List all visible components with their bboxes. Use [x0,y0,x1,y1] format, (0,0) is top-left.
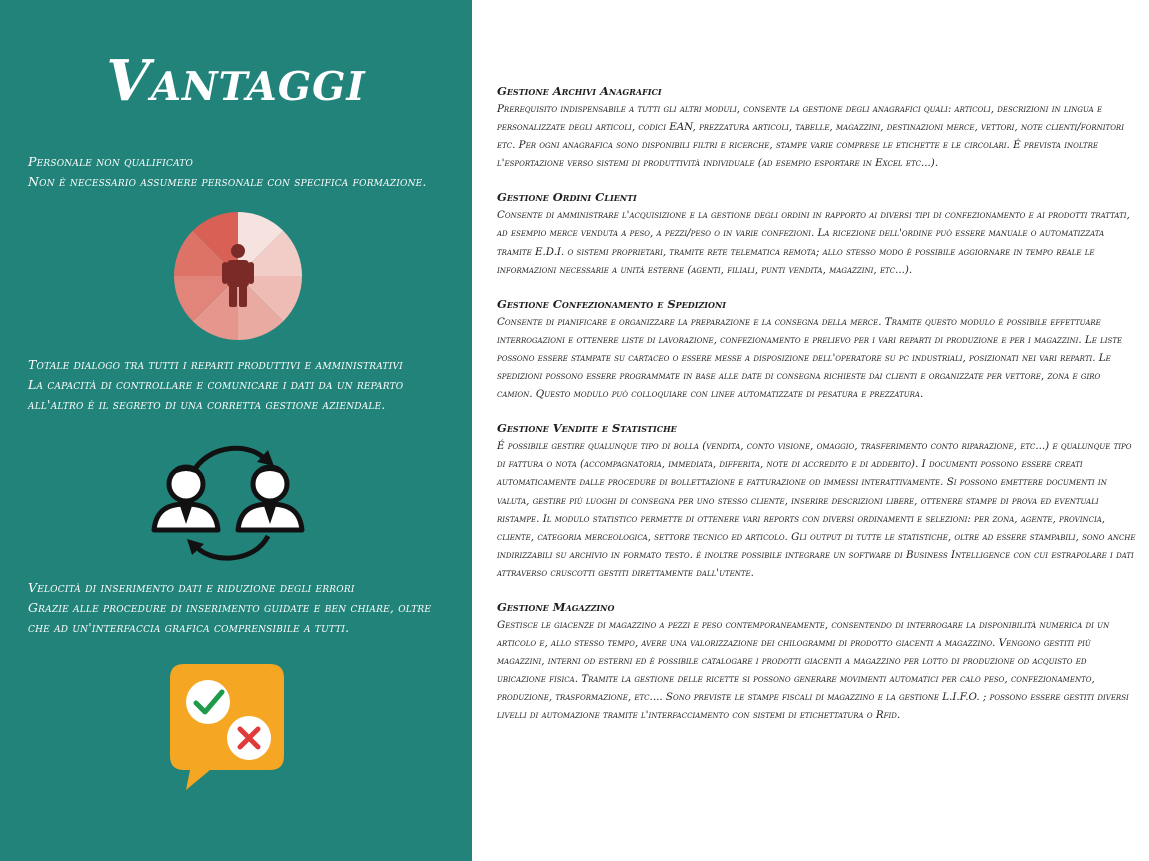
people-exchange-icon [150,440,310,565]
module-heading: Gestione Ordini Clienti [497,190,637,205]
module-heading: Gestione Confezionamento e Spedizioni [497,296,727,311]
advantage-block-3 [28,578,448,638]
pie-person-icon [172,210,304,342]
advantage-block-2 [28,355,448,415]
module-heading: Gestione Archivi Anagrafici [497,84,662,98]
advantage-text: Non è necessario assumere personale con specifica formazione. [28,174,427,189]
module-heading: Gestione Vendite e Statistiche [497,421,677,436]
module-section [497,295,1137,403]
module-section [497,598,1137,725]
modules-column [497,82,1137,741]
advantage-heading: Velocità di inserimento dati e riduzione degli errori [28,580,355,595]
module-description: Prerequisito indispensabile a tutti gli altri moduli, consente la gestione degli anagrafici quali: articoli, descrizioni in lingua e personalizzate degli articoli, codici EAN, prezzatura articoli, tabelle, magazzini, destinazioni merce, vettori, note clienti/fornitori etc. Per ogni anagrafica sono disponibili filtri e ricerche, stampe varie comprese le etichette e le circolari. É prevista inoltre l'esportazione verso sistemi di produttività individuale (ad esempio esportare in Excel etc...). [497,103,1124,170]
advantage-block-1 [28,152,448,192]
page-title: Vantaggi [106,48,366,114]
module-description: Gestisce le giacenze di magazzino a pezzi e peso contemporaneamente, consentendo di interrogare la disponibilità numerica di un articolo e, allo stesso tempo, avere una valorizzazione dei chilogrammi di prodotto giacenti a magazzino. Vengono gestiti più magazzini, interni od esterni ed è possibile catalogare i prodotti giacenti a magazzino per lotto di produzione od acquisto ed ubicazione fisica. Tramite la gestione delle ricette si possono generare movimenti automatici per calo peso, confezionamento, produzione, trasformazione, etc.... Sono previste le stampe fiscali di magazzino e la gestione L.I.F.O. ; possono essere gestiti diversi livelli di automazione tramite l'interfacciamento con sistemi di etichettatura o Rfid. [497,618,1129,722]
module-section [497,419,1137,582]
module-description: Consente di amministrare l'acquisizione e la gestione degli ordini in rapporto ai diversi tipi di confezionamento e ai prodotti trattati, ad esempio merce venduta a peso, a pezzi/peso o in varie confezioni. La ricezione dell'ordine può essere manuale o automatizzata tramite E.D.I. o sistemi proprietari, tramite rete telematica remota; allo stesso modo è possibile aggiornare in tempo reale le informazioni necessarie a unità esterne (agenti, filiali, punti vendita, magazzini, etc...). [497,209,1130,276]
module-heading: Gestione Magazzino [497,599,615,614]
module-section [497,188,1137,278]
advantage-heading: Totale dialogo tra tutti i reparti produttivi e amministrativi [28,357,403,372]
module-description: É possibile gestire qualunque tipo di bolla (vendita, conto visione, omaggio, trasferimento conto riparazione, etc...) e qualunque tipo di fattura o nota (accompagnatoria, immediata, differita, note di accredito e di addebito). I documenti possono essere creati automaticamente dalle procedure di bollettazione e fatturazione od immessi interattivamente. Si possono emettere documenti in valuta, gestire più luoghi di consegna per uno stesso cliente, inserire descrizioni libere, ottenere stampe di prova ed eventuali ristampe. Il modulo statistico permette di ottenere vari reports con diversi ordinamenti e selezioni: per zona, agente, provincia, cliente, categoria merceologica, settore tecnico ed articolo. Gli output di tutte le statistiche, oltre ad essere stampabili, sono anche indirizzabili su archivio in formato testo. é inoltre possibile integrare un software di Business Intelligence con cui estrapolare i dati attraverso cruscotti gestiti direttamente dall'utente. [497,440,1136,579]
advantage-text: La capacità di controllare e comunicare i dati da un reparto all'altro è il segreto di una corretta gestione aziendale. [28,377,404,412]
check-cross-bubble-icon [170,664,288,792]
module-description: Consente di pianificare e organizzare la preparazione e la consegna della merce. Tramite questo modulo è possibile effettuare interrogazioni e ottenere liste di lavorazione, confezionamento e prelievo per i vari reparti di produzione e per i magazzini. Le liste possono essere stampate su cartaceo o essere messe a disposizione dell'operatore su pc industriali, posizionati nei vari reparti. Le spedizioni possono essere programmate in base alle date di consegna richieste dai clienti e organizzate per vettore, zona e giro camion. Questo modulo può colloquiare con linee automatizzate di pesatura e prezzatura. [497,315,1123,401]
advantage-heading: Personale non qualificato [28,154,194,169]
advantage-text: Grazie alle procedure di inserimento guidate e ben chiare, oltre che ad un'interfaccia grafica comprensibile a tutti. [28,600,432,635]
left-panel [0,0,472,861]
module-section [497,82,1137,172]
